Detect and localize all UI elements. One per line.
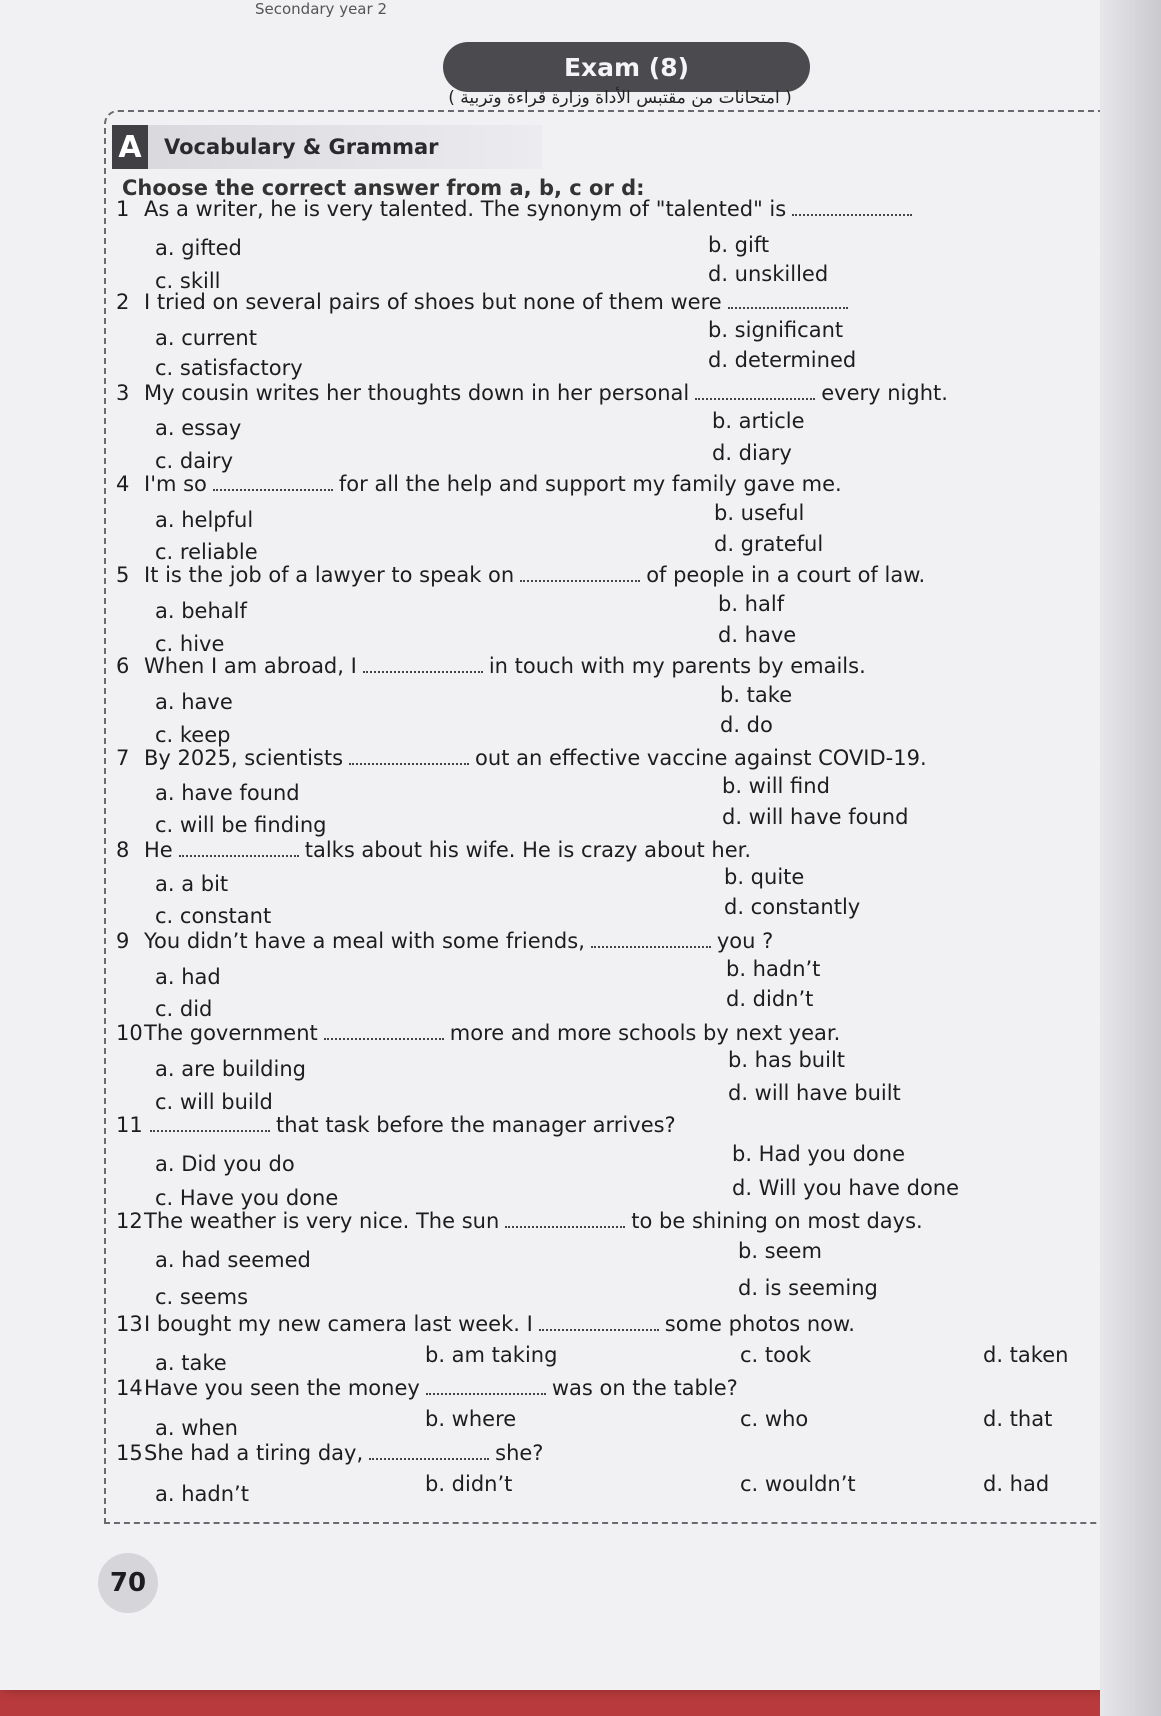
option-a[interactable]: a. have [155,690,233,714]
question-text: The government [144,1021,318,1045]
answer-blank[interactable] [591,945,711,948]
question-text-end: that task before the manager arrives? [276,1113,676,1137]
answer-blank[interactable] [150,1129,270,1132]
question-number: 6 [116,654,130,678]
page-number: 70 [98,1553,158,1613]
question-text-end: more and more schools by next year. [449,1021,841,1045]
answer-blank[interactable] [363,670,483,673]
option-b[interactable]: b. gift [708,233,770,257]
question-text: I tried on several pairs of shoes but none of them were [144,290,722,314]
question-number: 10 [116,1021,143,1045]
option-a[interactable]: a. gifted [155,236,242,260]
option-b[interactable]: b. article [712,409,805,433]
question-text-end: to be shining on most days. [631,1209,923,1233]
option-a[interactable]: a. a bit [155,872,229,896]
option-d[interactable]: d. diary [712,441,792,465]
option-a[interactable]: a. hadn’t [155,1482,249,1506]
question-13 [116,1312,855,1336]
option-a[interactable]: a. have found [155,781,300,805]
question-number: 7 [116,746,130,770]
answer-blank[interactable] [349,762,469,765]
option-a[interactable]: a. helpful [155,508,254,532]
option-b[interactable]: b. where [425,1407,517,1431]
option-a[interactable]: a. take [155,1351,227,1375]
option-b[interactable]: b. hadn’t [726,957,821,981]
option-d[interactable]: d. had [983,1472,1050,1496]
question-number: 12 [116,1209,143,1233]
exam-subtitle: ( امتحانات من مقتبس الأداة وزارة قراءة وتربية ) [448,88,792,108]
option-b[interactable]: b. half [718,592,785,616]
option-d[interactable]: d. that [983,1407,1053,1431]
question-number: 2 [116,290,130,314]
question-text-end: out an effective vaccine against COVID-19. [475,746,927,770]
option-b[interactable]: b. significant [708,318,844,342]
next-page-edge [1100,0,1161,1716]
question-3 [116,381,948,405]
option-c[interactable]: c. Have you done [155,1186,339,1210]
option-a[interactable]: a. essay [155,416,242,440]
option-d[interactable]: d. do [720,713,773,737]
answer-blank[interactable] [369,1457,489,1460]
option-c[interactable]: c. constant [155,904,272,928]
option-d[interactable]: d. have [718,623,797,647]
option-d[interactable]: d. Will you have done [732,1176,960,1200]
option-b[interactable]: b. useful [714,501,805,525]
option-a[interactable]: a. Did you do [155,1152,295,1176]
option-c[interactable]: c. will be finding [155,813,327,837]
question-8 [116,838,751,862]
option-d[interactable]: d. taken [983,1343,1069,1367]
option-d[interactable]: d. will have built [728,1081,901,1105]
section-title: Vocabulary & Grammar [164,135,439,159]
question-text-end: some photos now. [664,1312,855,1336]
option-a[interactable]: a. when [155,1416,238,1440]
question-text: As a writer, he is very talented. The synonym of "talented" is [144,197,787,221]
option-a[interactable]: a. behalf [155,599,247,623]
question-text: She had a tiring day, [144,1441,364,1465]
option-b[interactable]: b. take [720,683,793,707]
question-1 [116,197,918,221]
question-text: When I am abroad, I [144,654,357,678]
answer-blank[interactable] [179,854,299,857]
option-a[interactable]: a. current [155,326,257,350]
question-number: 15 [116,1441,143,1465]
question-text-end: was on the table? [551,1376,738,1400]
section-letter: A [112,125,148,169]
question-5 [116,563,925,587]
option-c[interactable]: c. did [155,997,213,1021]
option-c[interactable]: c. will build [155,1090,273,1114]
option-c[interactable]: c. who [740,1407,809,1431]
answer-blank[interactable] [695,397,815,400]
question-number: 5 [116,563,130,587]
question-text: Have you seen the money [144,1376,420,1400]
question-text-end: every night. [821,381,948,405]
option-a[interactable]: a. had [155,965,221,989]
section-header [112,125,542,169]
option-b[interactable]: b. seem [738,1239,822,1263]
question-number: 11 [116,1113,143,1137]
option-d[interactable]: d. unskilled [708,262,829,286]
question-number: 14 [116,1376,143,1400]
option-d[interactable]: d. will have found [722,805,909,829]
option-c[interactable]: c. skill [155,269,221,293]
question-7 [116,746,927,770]
question-number: 13 [116,1312,143,1336]
question-text-end: you ? [716,929,774,953]
option-c[interactable]: c. hive [155,632,225,656]
question-number: 3 [116,381,130,405]
question-4 [116,472,842,496]
question-text-end: in touch with my parents by emails. [488,654,866,678]
question-text-end: she? [495,1441,544,1465]
option-b[interactable]: b. quite [724,865,805,889]
answer-blank[interactable] [426,1392,546,1395]
option-d[interactable]: d. didn’t [726,987,814,1011]
question-14 [116,1376,738,1400]
option-a[interactable]: a. are building [155,1057,306,1081]
question-number: 8 [116,838,130,862]
option-d[interactable]: d. grateful [714,532,824,556]
option-c[interactable]: c. keep [155,723,231,747]
option-d[interactable]: d. is seeming [738,1276,878,1300]
exam-title: Exam (8) [443,42,810,92]
answer-blank[interactable] [324,1037,444,1040]
question-text-end: of people in a court of law. [646,563,926,587]
option-c[interactable]: c. satisfactory [155,356,303,380]
answer-blank[interactable] [213,488,333,491]
question-text: I bought my new camera last week. I [144,1312,533,1336]
option-b[interactable]: b. has built [728,1048,846,1072]
answer-blank[interactable] [728,306,848,309]
answer-blank[interactable] [539,1328,659,1331]
question-text: By 2025, scientists [144,746,344,770]
option-c[interactable]: c. reliable [155,540,258,564]
option-c[interactable]: c. wouldn’t [740,1472,856,1496]
question-text-end: talks about his wife. He is crazy about her. [304,838,752,862]
option-d[interactable]: d. determined [708,348,857,372]
option-b[interactable]: b. will find [722,774,830,798]
question-2 [116,290,854,314]
option-d[interactable]: d. constantly [724,895,861,919]
instruction: Choose the correct answer from a, b, c or d: [122,176,645,200]
question-text: He [144,838,173,862]
answer-blank[interactable] [505,1225,625,1228]
answer-blank[interactable] [520,579,640,582]
question-number: 1 [116,197,130,221]
question-text: You didn’t have a meal with some friends, [144,929,585,953]
question-text: I'm so [144,472,207,496]
question-text-end: for all the help and support my family gave me. [338,472,842,496]
running-header: Secondary year 2 [255,0,387,18]
question-text: It is the job of a lawyer to speak on [144,563,515,587]
option-c[interactable]: c. seems [155,1285,249,1309]
option-b[interactable]: b. Had you done [732,1142,906,1166]
question-number: 9 [116,929,130,953]
question-10 [116,1021,840,1045]
option-b[interactable]: b. am taking [425,1343,558,1367]
question-9 [116,929,773,953]
question-text: My cousin writes her thoughts down in her personal [144,381,690,405]
question-12 [116,1209,923,1233]
question-11 [116,1113,676,1137]
option-b[interactable]: b. didn’t [425,1472,513,1496]
option-c[interactable]: c. took [740,1343,811,1367]
option-c[interactable]: c. dairy [155,449,233,473]
question-text: The weather is very nice. The sun [144,1209,500,1233]
question-15 [116,1441,543,1465]
answer-blank[interactable] [792,213,912,216]
option-a[interactable]: a. had seemed [155,1248,311,1272]
question-number: 4 [116,472,130,496]
question-6 [116,654,866,678]
